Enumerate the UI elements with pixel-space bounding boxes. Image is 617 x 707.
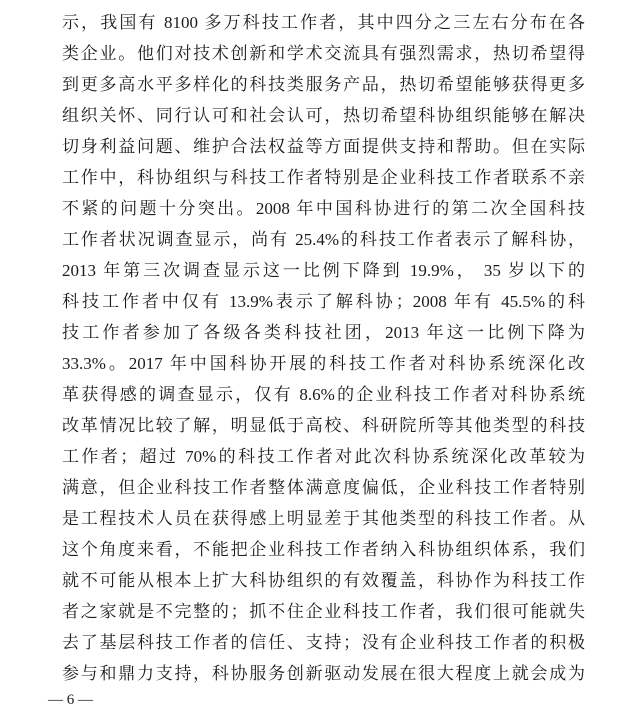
text-line: 这个角度来看，不能把企业科技工作者纳入科协组织体系，我们 (62, 540, 585, 559)
text-line: 技工作者参加了各级各类科技社团，2013 年这一比例下降为 (62, 323, 585, 342)
text-line: 2013 年第三次调查显示这一比例下降到 19.9%， 35 岁以下的 (62, 261, 585, 280)
text-line: 满意，但企业科技工作者整体满意度偏低，企业科技工作者特别 (62, 478, 585, 497)
text-line: 工作者；超过 70%的科技工作者对此次科协系统深化改革较为 (62, 447, 585, 466)
text-line: 就不可能从根本上扩大科协组织的有效覆盖，科协作为科技工作 (62, 571, 585, 590)
text-line: 去了基层科技工作者的信任、支持；没有企业科技工作者的积极 (62, 633, 585, 652)
body-paragraph (62, 7, 585, 689)
text-line: 类企业。他们对技术创新和学术交流具有强烈需求，热切希望得 (62, 44, 585, 63)
text-line: 科技工作者中仅有 13.9%表示了解科协；2008 年有 45.5%的科 (62, 292, 585, 311)
text-line: 革获得感的调查显示，仅有 8.6%的企业科技工作者对科协系统 (62, 385, 585, 404)
text-line: 不紧的问题十分突出。2008 年中国科协进行的第二次全国科技 (62, 199, 585, 218)
text-line: 改革情况比较了解，明显低于高校、科研院所等其他类型的科技 (62, 416, 585, 435)
text-line: 者之家就是不完整的；抓不住企业科技工作者，我们很可能就失 (62, 602, 585, 621)
text-line: 组织关怀、同行认可和社会认可，热切希望科协组织能够在解决 (62, 106, 585, 125)
text-line: 参与和鼎力支持，科协服务创新驱动发展在很大程度上就会成为 (62, 664, 585, 683)
text-line: 到更多高水平多样化的科技类服务产品，热切希望能够获得更多 (62, 75, 585, 94)
text-line: 是工程技术人员在获得感上明显差于其他类型的科技工作者。从 (62, 509, 585, 528)
text-line: 工作者状况调查显示，尚有 25.4%的科技工作者表示了解科协， (62, 230, 585, 249)
text-line: 切身利益问题、维护合法权益等方面提供支持和帮助。但在实际 (62, 137, 585, 156)
text-line: 示，我国有 8100 多万科技工作者，其中四分之三左右分布在各 (62, 13, 585, 32)
page-number: — 6 — (48, 692, 93, 707)
text-line: 33.3%。2017 年中国科协开展的科技工作者对科协系统深化改 (62, 354, 585, 373)
text-line: 工作中，科协组织与科技工作者特别是企业科技工作者联系不亲 (62, 168, 585, 187)
